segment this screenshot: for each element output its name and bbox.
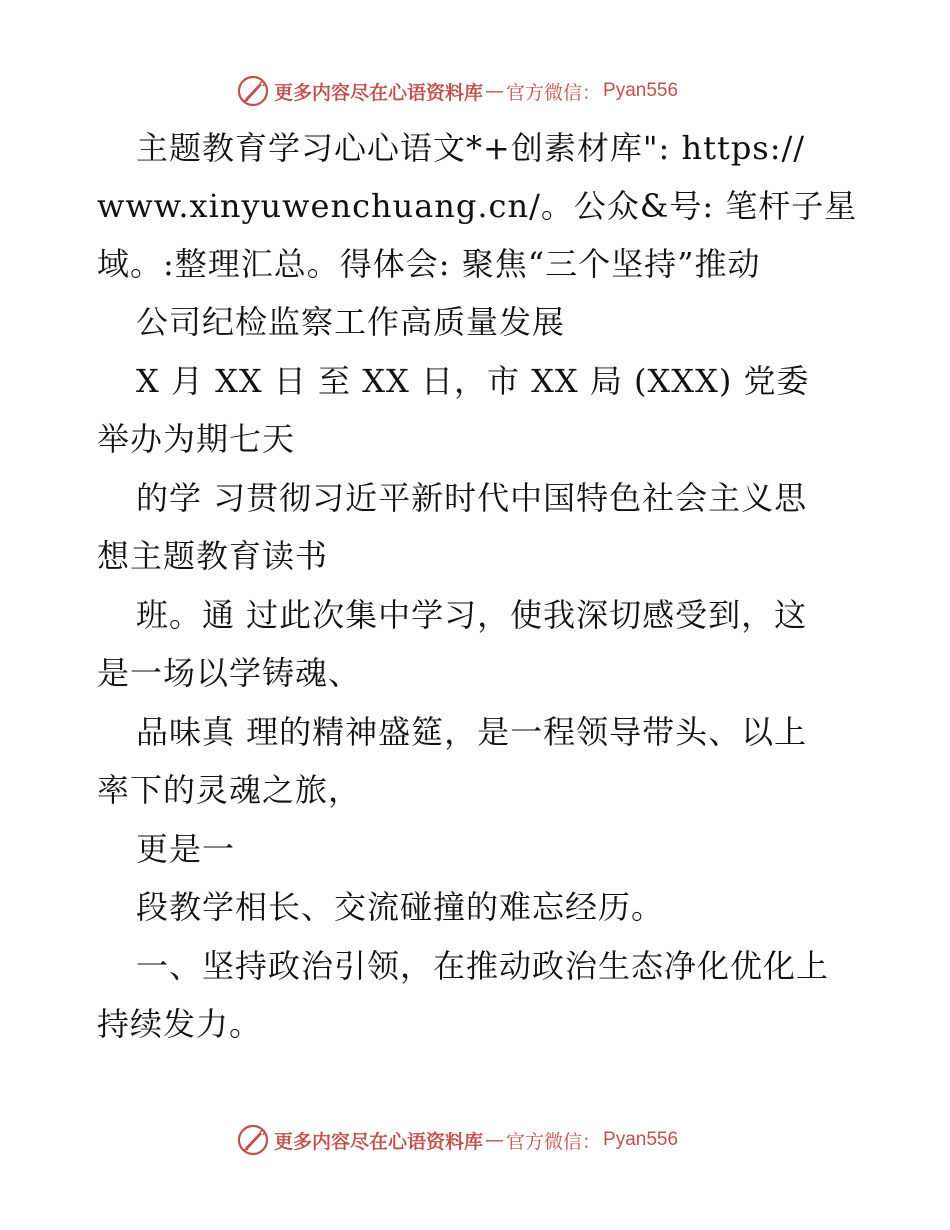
doc-line: 是一场以学铸魂、 [97,654,362,692]
watermark-official-label: 官方微信： [506,1130,602,1153]
watermark-handle: Pyan556 [603,80,679,101]
watermark-header [236,73,678,109]
doc-line: 主题教育学习心心语文*+创素材库": https:// [136,129,806,167]
doc-line: 一、坚持政治引领，在推动政治生态净化优化上 [136,947,830,985]
doc-line: 品味真 理的精神盛筵，是一程领导带头、以上 [136,713,808,751]
doc-line: 班。通 过此次集中学习，使我深切感受到，这 [136,596,808,634]
quill-logo-icon [236,1123,270,1157]
watermark-title: 更多内容尽在心语资料库 [274,81,484,104]
watermark-separator: — [485,1129,505,1151]
watermark-footer [236,1122,678,1158]
doc-line: 段教学相长、交流碰撞的难忘经历。 [136,888,665,926]
watermark-title: 更多内容尽在心语资料库 [274,1130,484,1153]
doc-line: 率下的灵魂之旅， [97,771,362,809]
doc-line: 持续发力。 [97,1005,263,1043]
doc-line: 想主题教育读书 [97,537,329,575]
doc-line: 公司纪检监察工作高质量发展 [136,303,566,341]
watermark-official-label: 官方微信： [506,81,602,104]
doc-line: 的学 习贯彻习近平新时代中国特色社会主义思 [136,479,808,517]
doc-line: X 月 XX 日 至 XX 日，市 XX 局 (XXX) 党委 [136,362,810,400]
watermark-separator: — [485,80,505,102]
quill-logo-icon [236,74,270,108]
doc-line: 举办为期七天 [97,420,296,458]
doc-line: www.xinyuwenchuang.cn/。公众&号: 笔杆子星 [97,187,858,225]
doc-line: 域。:整理汇总。得体会: 聚焦“三个坚持”推动 [97,245,761,283]
watermark-handle: Pyan556 [603,1129,679,1150]
doc-line: 更是一 [136,830,236,868]
